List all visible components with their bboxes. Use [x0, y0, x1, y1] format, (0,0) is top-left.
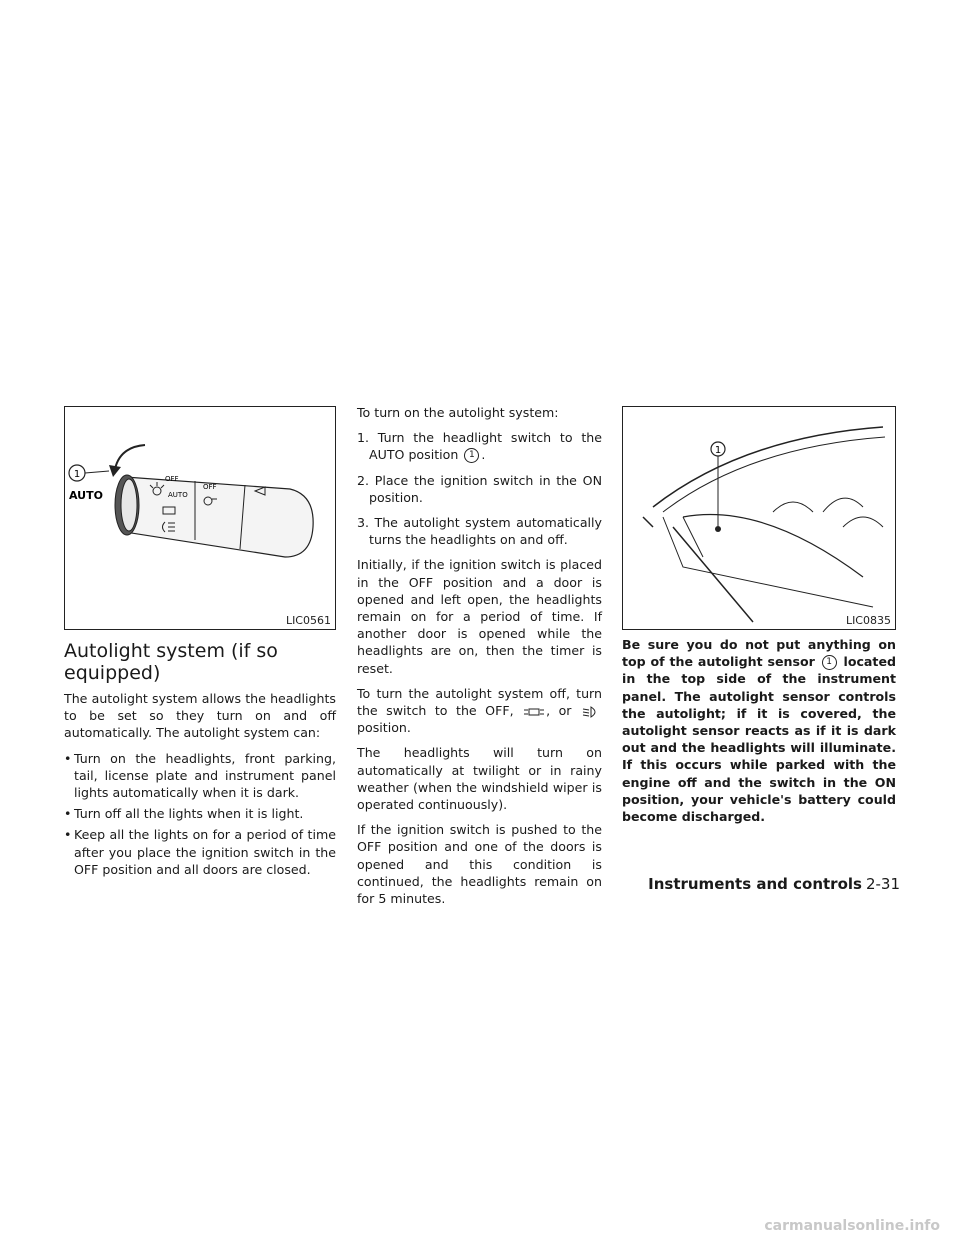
timer-paragraph: Initially, if the ignition switch is placed in the OFF position and a door is opened and left open, the headlights remain on for a period of time. If another door is opened while the headlights are on, then the timer is reset. [357, 557, 602, 676]
callout-1-icon: 1 [822, 655, 837, 670]
figure-code-left: LIC0561 [285, 614, 331, 627]
right-column [622, 636, 896, 833]
list-item: • Turn on the headlights, front parking, tail, license plate and instrument panel lights automatically when it is dark. [64, 750, 336, 802]
left-column [64, 640, 336, 882]
callout-1-left: 1 [73, 469, 81, 480]
steps-lead: To turn on the autolight system: [357, 405, 559, 420]
watermark: carmanualsonline.info [764, 1218, 940, 1234]
headlight-low-beam-icon [582, 706, 600, 718]
footer-section: Instruments and controls [648, 875, 862, 893]
autolight-sensor-marker [715, 526, 721, 532]
rotation-arrow-icon [115, 445, 145, 469]
list-item: • Keep all the lights on for a period of time after you place the ignition switch in the OFF position and all doors are closed. [64, 826, 336, 878]
auto-label: AUTO [69, 489, 103, 502]
figure-headlight-switch [64, 406, 336, 630]
feature-list [64, 750, 336, 878]
section-title: Autolight system (if so equipped) [64, 640, 278, 684]
parking-lights-icon [524, 707, 544, 717]
switch-off-label-2: OFF [203, 483, 217, 491]
steps-list [357, 429, 602, 548]
step-2: 2. Place the ignition switch in the ON position. [357, 472, 602, 505]
step-3: 3. The autolight system automatically turns the headlights on and off. [357, 515, 602, 548]
page-footer [648, 875, 900, 893]
twilight-paragraph: The headlights will turn on automatically at twilight or in rainy weather (when the windshield wiper is operated continuously). [357, 745, 602, 813]
switch-off-label-1: OFF [165, 475, 179, 483]
dashboard-illustration [623, 407, 895, 629]
warning-paragraph: Be sure you do not put anything on top of the autolight sensor 1 located in the top side of the instrument panel. The autolight sensor controls the autolight; if it is covered, the autolight sensor reacts as if it is dark out and the headlights will illuminate. If this occurs while parked with the engine off and the switch in the ON position, your vehicle's battery could become discharged. [622, 637, 897, 825]
five-minutes-paragraph: If the ignition switch is pushed to the OFF position and one of the doors is opened and this condition is continued, the headlights remain on for 5 minutes. [357, 822, 602, 907]
page-number: 2-31 [865, 875, 900, 893]
switch-auto-label: AUTO [168, 491, 188, 499]
middle-column [357, 404, 602, 915]
figure-autolight-sensor [622, 406, 896, 630]
callout-1-icon: 1 [464, 448, 479, 463]
step-1: 1. Turn the headlight switch to the AUTO position 1 . [357, 430, 602, 463]
figure-code-right: LIC0835 [845, 614, 891, 627]
intro-paragraph: The autolight system allows the headlights to be set so they turn on and off automatically. The autolight system can: [64, 691, 336, 741]
list-item: • Turn off all the lights when it is light. [64, 805, 336, 822]
turn-off-paragraph: To turn the autolight system off, turn the switch to the OFF, , or position. [357, 685, 602, 736]
callout-1-right: 1 [714, 445, 722, 456]
headlight-switch-illustration [65, 407, 335, 629]
